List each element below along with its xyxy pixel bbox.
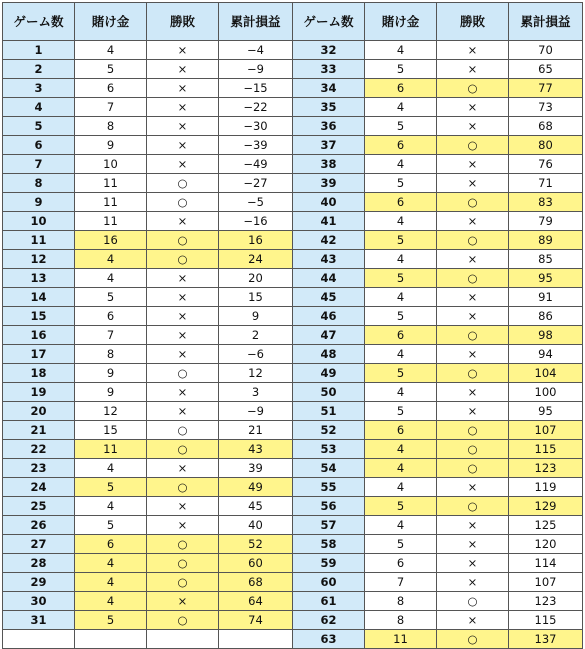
right-cumulative-pl-cell: 73	[509, 98, 583, 117]
header-bet-left: 賭け金	[75, 3, 147, 41]
right-bet-cell: 4	[365, 288, 437, 307]
table-row	[3, 117, 583, 136]
left-cumulative-pl-cell: −30	[219, 117, 293, 136]
right-result-cell: ○	[437, 421, 509, 440]
right-cumulative-pl-cell: 123	[509, 459, 583, 478]
right-result-cell: ○	[437, 231, 509, 250]
right-result-cell: ×	[437, 516, 509, 535]
left-cumulative-pl-cell: 39	[219, 459, 293, 478]
left-result-cell: ×	[147, 402, 219, 421]
left-game-cell: 1	[3, 41, 75, 60]
right-cumulative-pl-cell: 107	[509, 573, 583, 592]
left-bet-cell: 4	[75, 573, 147, 592]
left-result-cell: ×	[147, 117, 219, 136]
left-cumulative-pl-cell: −27	[219, 174, 293, 193]
table-row	[3, 136, 583, 155]
left-result-cell: ×	[147, 212, 219, 231]
right-cumulative-pl-cell: 80	[509, 136, 583, 155]
right-game-cell: 40	[293, 193, 365, 212]
left-bet-cell: 15	[75, 421, 147, 440]
left-game-cell: 17	[3, 345, 75, 364]
left-result-cell: ×	[147, 79, 219, 98]
left-result-cell: ×	[147, 326, 219, 345]
right-bet-cell: 4	[365, 478, 437, 497]
right-result-cell: ×	[437, 573, 509, 592]
right-cumulative-pl-cell: 100	[509, 383, 583, 402]
right-cumulative-pl-cell: 94	[509, 345, 583, 364]
right-game-cell: 42	[293, 231, 365, 250]
left-game-cell: 8	[3, 174, 75, 193]
right-cumulative-pl-cell: 91	[509, 288, 583, 307]
right-result-cell: ○	[437, 193, 509, 212]
left-game-cell: 26	[3, 516, 75, 535]
right-result-cell: ×	[437, 98, 509, 117]
right-game-cell: 52	[293, 421, 365, 440]
left-cumulative-pl-cell: 20	[219, 269, 293, 288]
left-cumulative-pl-cell	[219, 630, 293, 649]
left-game-cell: 3	[3, 79, 75, 98]
right-cumulative-pl-cell: 76	[509, 155, 583, 174]
right-result-cell: ○	[437, 136, 509, 155]
table-row	[3, 478, 583, 497]
left-game-cell	[3, 630, 75, 649]
right-game-cell: 34	[293, 79, 365, 98]
left-result-cell: ×	[147, 269, 219, 288]
right-bet-cell: 6	[365, 421, 437, 440]
left-cumulative-pl-cell: −5	[219, 193, 293, 212]
left-bet-cell: 7	[75, 98, 147, 117]
right-cumulative-pl-cell: 104	[509, 364, 583, 383]
table-row	[3, 174, 583, 193]
right-cumulative-pl-cell: 89	[509, 231, 583, 250]
table-row	[3, 630, 583, 649]
left-bet-cell: 4	[75, 250, 147, 269]
left-game-cell: 4	[3, 98, 75, 117]
left-cumulative-pl-cell: 24	[219, 250, 293, 269]
left-game-cell: 25	[3, 497, 75, 516]
right-result-cell: ×	[437, 212, 509, 231]
right-game-cell: 32	[293, 41, 365, 60]
right-game-cell: 53	[293, 440, 365, 459]
left-result-cell: ○	[147, 231, 219, 250]
right-bet-cell: 6	[365, 193, 437, 212]
left-cumulative-pl-cell: −39	[219, 136, 293, 155]
right-game-cell: 43	[293, 250, 365, 269]
left-bet-cell: 8	[75, 345, 147, 364]
right-cumulative-pl-cell: 115	[509, 611, 583, 630]
left-result-cell: ×	[147, 516, 219, 535]
right-game-cell: 58	[293, 535, 365, 554]
left-result-cell: ×	[147, 497, 219, 516]
right-cumulative-pl-cell: 68	[509, 117, 583, 136]
right-bet-cell: 5	[365, 117, 437, 136]
right-game-cell: 36	[293, 117, 365, 136]
header-cumulative-pl-left: 累計損益	[219, 3, 293, 41]
table-row	[3, 269, 583, 288]
right-cumulative-pl-cell: 79	[509, 212, 583, 231]
game-results-table	[2, 2, 583, 649]
right-game-cell: 57	[293, 516, 365, 535]
left-cumulative-pl-cell: −9	[219, 60, 293, 79]
right-cumulative-pl-cell: 70	[509, 41, 583, 60]
right-bet-cell: 4	[365, 440, 437, 459]
left-cumulative-pl-cell: 43	[219, 440, 293, 459]
right-game-cell: 46	[293, 307, 365, 326]
left-bet-cell: 6	[75, 79, 147, 98]
right-game-cell: 63	[293, 630, 365, 649]
table-body	[3, 41, 583, 649]
right-cumulative-pl-cell: 98	[509, 326, 583, 345]
left-game-cell: 7	[3, 155, 75, 174]
right-game-cell: 39	[293, 174, 365, 193]
right-bet-cell: 4	[365, 41, 437, 60]
table-row	[3, 402, 583, 421]
left-game-cell: 31	[3, 611, 75, 630]
left-bet-cell: 4	[75, 459, 147, 478]
table-row	[3, 307, 583, 326]
right-bet-cell: 4	[365, 383, 437, 402]
right-game-cell: 55	[293, 478, 365, 497]
left-game-cell: 20	[3, 402, 75, 421]
right-game-cell: 61	[293, 592, 365, 611]
header-result-right: 勝敗	[437, 3, 509, 41]
right-result-cell: ×	[437, 174, 509, 193]
right-result-cell: ×	[437, 288, 509, 307]
table-row	[3, 611, 583, 630]
right-result-cell: ○	[437, 440, 509, 459]
left-game-cell: 2	[3, 60, 75, 79]
table-row	[3, 573, 583, 592]
table-row	[3, 554, 583, 573]
right-result-cell: ○	[437, 459, 509, 478]
left-game-cell: 30	[3, 592, 75, 611]
table-row	[3, 535, 583, 554]
right-cumulative-pl-cell: 71	[509, 174, 583, 193]
left-result-cell: ○	[147, 440, 219, 459]
table-row	[3, 459, 583, 478]
left-cumulative-pl-cell: 3	[219, 383, 293, 402]
right-game-cell: 44	[293, 269, 365, 288]
left-bet-cell: 16	[75, 231, 147, 250]
right-cumulative-pl-cell: 85	[509, 250, 583, 269]
right-game-cell: 51	[293, 402, 365, 421]
left-result-cell: ○	[147, 364, 219, 383]
right-cumulative-pl-cell: 137	[509, 630, 583, 649]
left-cumulative-pl-cell: 21	[219, 421, 293, 440]
left-result-cell: ×	[147, 383, 219, 402]
header-game-count-left: ゲーム数	[3, 3, 75, 41]
table-row	[3, 497, 583, 516]
left-result-cell: ×	[147, 98, 219, 117]
left-cumulative-pl-cell: 60	[219, 554, 293, 573]
right-bet-cell: 5	[365, 364, 437, 383]
table-row	[3, 79, 583, 98]
right-result-cell: ×	[437, 41, 509, 60]
table-row	[3, 193, 583, 212]
left-bet-cell: 9	[75, 364, 147, 383]
right-result-cell: ×	[437, 478, 509, 497]
right-cumulative-pl-cell: 114	[509, 554, 583, 573]
left-cumulative-pl-cell: −49	[219, 155, 293, 174]
right-cumulative-pl-cell: 115	[509, 440, 583, 459]
left-bet-cell: 7	[75, 326, 147, 345]
left-bet-cell: 9	[75, 136, 147, 155]
left-bet-cell: 9	[75, 383, 147, 402]
right-result-cell: ○	[437, 497, 509, 516]
table-row	[3, 155, 583, 174]
left-result-cell: ×	[147, 60, 219, 79]
left-cumulative-pl-cell: 9	[219, 307, 293, 326]
right-cumulative-pl-cell: 125	[509, 516, 583, 535]
right-game-cell: 47	[293, 326, 365, 345]
left-bet-cell: 5	[75, 478, 147, 497]
right-bet-cell: 4	[365, 155, 437, 174]
left-bet-cell: 6	[75, 307, 147, 326]
right-game-cell: 50	[293, 383, 365, 402]
right-bet-cell: 8	[365, 611, 437, 630]
right-cumulative-pl-cell: 86	[509, 307, 583, 326]
right-cumulative-pl-cell: 107	[509, 421, 583, 440]
table-row	[3, 516, 583, 535]
left-cumulative-pl-cell: 12	[219, 364, 293, 383]
right-cumulative-pl-cell: 129	[509, 497, 583, 516]
right-game-cell: 37	[293, 136, 365, 155]
right-bet-cell: 4	[365, 345, 437, 364]
left-bet-cell: 4	[75, 554, 147, 573]
right-bet-cell: 11	[365, 630, 437, 649]
left-cumulative-pl-cell: 64	[219, 592, 293, 611]
right-bet-cell: 4	[365, 98, 437, 117]
left-bet-cell: 4	[75, 41, 147, 60]
left-game-cell: 14	[3, 288, 75, 307]
header-result-left: 勝敗	[147, 3, 219, 41]
left-game-cell: 18	[3, 364, 75, 383]
right-cumulative-pl-cell: 65	[509, 60, 583, 79]
right-result-cell: ×	[437, 535, 509, 554]
left-cumulative-pl-cell: 74	[219, 611, 293, 630]
left-cumulative-pl-cell: −22	[219, 98, 293, 117]
right-result-cell: ×	[437, 554, 509, 573]
right-bet-cell: 4	[365, 516, 437, 535]
header-bet-right: 賭け金	[365, 3, 437, 41]
left-result-cell: ○	[147, 611, 219, 630]
table-row	[3, 231, 583, 250]
left-bet-cell: 6	[75, 535, 147, 554]
left-bet-cell: 5	[75, 60, 147, 79]
table-row	[3, 98, 583, 117]
right-bet-cell: 6	[365, 326, 437, 345]
right-game-cell: 49	[293, 364, 365, 383]
right-cumulative-pl-cell: 95	[509, 402, 583, 421]
table-row	[3, 592, 583, 611]
right-cumulative-pl-cell: 95	[509, 269, 583, 288]
left-game-cell: 12	[3, 250, 75, 269]
right-bet-cell: 5	[365, 402, 437, 421]
left-game-cell: 19	[3, 383, 75, 402]
header-row	[3, 3, 583, 41]
right-bet-cell: 4	[365, 250, 437, 269]
left-game-cell: 13	[3, 269, 75, 288]
left-bet-cell: 11	[75, 193, 147, 212]
right-game-cell: 41	[293, 212, 365, 231]
right-cumulative-pl-cell: 77	[509, 79, 583, 98]
left-result-cell: ○	[147, 250, 219, 269]
left-bet-cell: 12	[75, 402, 147, 421]
table-row	[3, 250, 583, 269]
left-result-cell: ×	[147, 592, 219, 611]
left-game-cell: 24	[3, 478, 75, 497]
left-game-cell: 23	[3, 459, 75, 478]
right-game-cell: 54	[293, 459, 365, 478]
right-game-cell: 45	[293, 288, 365, 307]
left-game-cell: 6	[3, 136, 75, 155]
right-game-cell: 48	[293, 345, 365, 364]
right-bet-cell: 5	[365, 307, 437, 326]
left-cumulative-pl-cell: 52	[219, 535, 293, 554]
right-game-cell: 33	[293, 60, 365, 79]
right-bet-cell: 5	[365, 174, 437, 193]
left-cumulative-pl-cell: −16	[219, 212, 293, 231]
right-cumulative-pl-cell: 83	[509, 193, 583, 212]
left-result-cell: ○	[147, 193, 219, 212]
left-game-cell: 21	[3, 421, 75, 440]
right-bet-cell: 7	[365, 573, 437, 592]
right-bet-cell: 4	[365, 459, 437, 478]
left-cumulative-pl-cell: −6	[219, 345, 293, 364]
table-row	[3, 421, 583, 440]
left-result-cell: ×	[147, 459, 219, 478]
table-row	[3, 383, 583, 402]
left-bet-cell	[75, 630, 147, 649]
right-result-cell: ×	[437, 345, 509, 364]
left-bet-cell: 5	[75, 611, 147, 630]
left-result-cell: ○	[147, 554, 219, 573]
left-game-cell: 15	[3, 307, 75, 326]
table-row	[3, 326, 583, 345]
left-bet-cell: 4	[75, 592, 147, 611]
right-result-cell: ×	[437, 611, 509, 630]
right-bet-cell: 5	[365, 60, 437, 79]
table-row	[3, 364, 583, 383]
left-cumulative-pl-cell: −4	[219, 41, 293, 60]
right-result-cell: ×	[437, 402, 509, 421]
right-result-cell: ○	[437, 79, 509, 98]
right-game-cell: 59	[293, 554, 365, 573]
right-game-cell: 38	[293, 155, 365, 174]
right-result-cell: ○	[437, 326, 509, 345]
right-result-cell: ×	[437, 383, 509, 402]
right-cumulative-pl-cell: 123	[509, 592, 583, 611]
right-cumulative-pl-cell: 120	[509, 535, 583, 554]
left-game-cell: 11	[3, 231, 75, 250]
left-cumulative-pl-cell: 68	[219, 573, 293, 592]
table-row	[3, 440, 583, 459]
left-game-cell: 27	[3, 535, 75, 554]
left-result-cell: ○	[147, 573, 219, 592]
left-bet-cell: 8	[75, 117, 147, 136]
left-cumulative-pl-cell: −15	[219, 79, 293, 98]
right-game-cell: 56	[293, 497, 365, 516]
left-result-cell: ○	[147, 174, 219, 193]
right-result-cell: ○	[437, 630, 509, 649]
left-cumulative-pl-cell: −9	[219, 402, 293, 421]
left-result-cell: ×	[147, 155, 219, 174]
right-bet-cell: 8	[365, 592, 437, 611]
right-game-cell: 62	[293, 611, 365, 630]
left-bet-cell: 10	[75, 155, 147, 174]
left-game-cell: 10	[3, 212, 75, 231]
right-bet-cell: 4	[365, 212, 437, 231]
left-result-cell: ×	[147, 288, 219, 307]
left-game-cell: 9	[3, 193, 75, 212]
left-bet-cell: 4	[75, 497, 147, 516]
left-result-cell	[147, 630, 219, 649]
left-result-cell: ○	[147, 535, 219, 554]
left-bet-cell: 4	[75, 269, 147, 288]
left-game-cell: 22	[3, 440, 75, 459]
right-bet-cell: 6	[365, 79, 437, 98]
right-game-cell: 60	[293, 573, 365, 592]
left-bet-cell: 11	[75, 174, 147, 193]
left-game-cell: 5	[3, 117, 75, 136]
right-bet-cell: 5	[365, 269, 437, 288]
left-cumulative-pl-cell: 15	[219, 288, 293, 307]
left-game-cell: 29	[3, 573, 75, 592]
right-bet-cell: 5	[365, 231, 437, 250]
right-bet-cell: 5	[365, 497, 437, 516]
left-result-cell: ○	[147, 478, 219, 497]
table-row	[3, 60, 583, 79]
header-cumulative-pl-right: 累計損益	[509, 3, 583, 41]
left-game-cell: 28	[3, 554, 75, 573]
right-result-cell: ○	[437, 592, 509, 611]
left-result-cell: ×	[147, 41, 219, 60]
left-result-cell: ×	[147, 345, 219, 364]
right-result-cell: ○	[437, 364, 509, 383]
left-result-cell: ×	[147, 307, 219, 326]
right-result-cell: ×	[437, 250, 509, 269]
right-bet-cell: 6	[365, 554, 437, 573]
left-result-cell: ○	[147, 421, 219, 440]
right-result-cell: ○	[437, 269, 509, 288]
table-row	[3, 345, 583, 364]
left-cumulative-pl-cell: 2	[219, 326, 293, 345]
left-cumulative-pl-cell: 16	[219, 231, 293, 250]
left-result-cell: ×	[147, 136, 219, 155]
table-row	[3, 212, 583, 231]
left-game-cell: 16	[3, 326, 75, 345]
left-cumulative-pl-cell: 45	[219, 497, 293, 516]
table-row	[3, 41, 583, 60]
right-result-cell: ×	[437, 307, 509, 326]
header-game-count-right: ゲーム数	[293, 3, 365, 41]
right-bet-cell: 5	[365, 535, 437, 554]
left-bet-cell: 11	[75, 212, 147, 231]
left-bet-cell: 5	[75, 288, 147, 307]
right-game-cell: 35	[293, 98, 365, 117]
left-bet-cell: 11	[75, 440, 147, 459]
left-cumulative-pl-cell: 40	[219, 516, 293, 535]
right-bet-cell: 6	[365, 136, 437, 155]
left-cumulative-pl-cell: 49	[219, 478, 293, 497]
right-result-cell: ×	[437, 60, 509, 79]
table-row	[3, 288, 583, 307]
right-result-cell: ×	[437, 117, 509, 136]
right-result-cell: ×	[437, 155, 509, 174]
left-bet-cell: 5	[75, 516, 147, 535]
right-cumulative-pl-cell: 119	[509, 478, 583, 497]
